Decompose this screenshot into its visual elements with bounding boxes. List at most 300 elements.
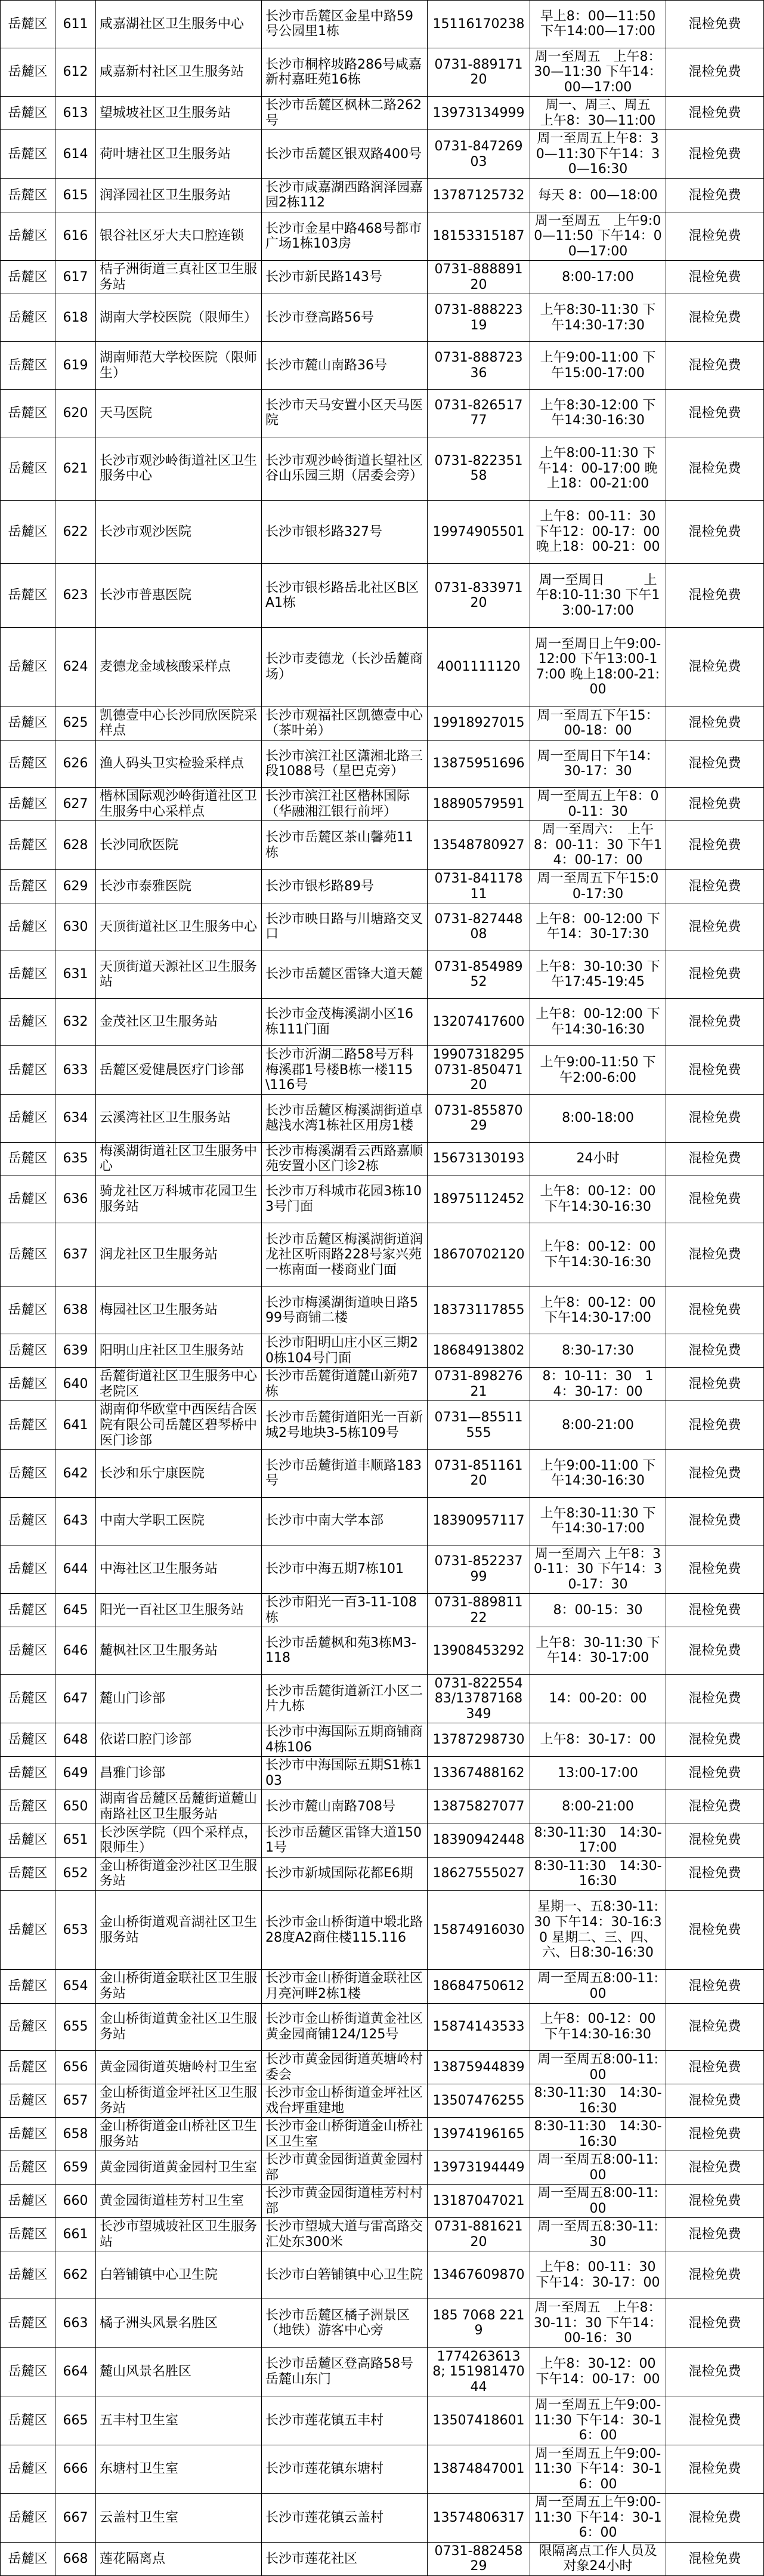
district-cell: 岳麓区 (1, 1970, 55, 2003)
table-row (1, 821, 764, 870)
district-cell: 岳麓区 (1, 998, 55, 1046)
site-name-cell: 天马医院 (96, 389, 262, 437)
address-cell: 长沙市岳麓区登高路58号岳麓山东门 (262, 2347, 428, 2396)
phone-cell: 0731-85223799 (428, 1545, 530, 1594)
table-row (1, 903, 764, 951)
table-row (1, 2299, 764, 2348)
district-cell: 岳麓区 (1, 1094, 55, 1142)
address-cell: 长沙市新城国际花都E6期 (262, 1857, 428, 1890)
site-name-cell: 湖南省岳麓区岳麓街道麓山南路社区卫生服务站 (96, 1790, 262, 1824)
fee-cell: 混检免费 (666, 1594, 764, 1627)
table-row (1, 1594, 764, 1627)
phone-cell: 0731-82651777 (428, 389, 530, 437)
site-name-cell: 湖南大学校医院（限师生） (96, 294, 262, 342)
district-cell: 岳麓区 (1, 294, 55, 342)
hours-cell: 周一至周五 上午8：30—11:30 下午14：00—17:00 (530, 48, 666, 97)
phone-cell: 13874847001 (428, 2445, 530, 2494)
site-name-cell: 中南大学职工医院 (96, 1497, 262, 1545)
hours-cell: 周一至周五上午9:00-11:30 下午14：30-16：00 (530, 2445, 666, 2494)
address-cell: 长沙市梅溪湖街道映日路599号商铺二楼 (262, 1287, 428, 1334)
district-cell: 岳麓区 (1, 740, 55, 788)
fee-cell: 混检免费 (666, 1401, 764, 1450)
fee-cell: 混检免费 (666, 2151, 764, 2185)
number-cell: 657 (55, 2084, 96, 2118)
site-name-cell: 金山桥街道金山桥社区卫生服务站 (96, 2118, 262, 2151)
phone-cell: 4001111120 (428, 627, 530, 707)
table-row (1, 178, 764, 212)
table-row (1, 1890, 764, 1970)
district-cell: 岳麓区 (1, 2494, 55, 2543)
address-cell: 长沙市观沙岭街道长望社区谷山乐园三期（居委会旁） (262, 437, 428, 500)
site-name-cell: 昌雅门诊部 (96, 1757, 262, 1790)
fee-cell: 混检免费 (666, 1757, 764, 1790)
district-cell: 岳麓区 (1, 564, 55, 627)
fee-cell: 混检免费 (666, 2084, 764, 2118)
site-name-cell: 梅园社区卫生服务站 (96, 1287, 262, 1334)
phone-cell: 18975112452 (428, 1176, 530, 1223)
number-cell: 653 (55, 1890, 96, 1970)
address-cell: 长沙市岳麓街道阳光一百新城2号地块3-5栋109号 (262, 1401, 428, 1450)
phone-cell: 15116170238 (428, 1, 530, 48)
phone-cell: 0731—85511555 (428, 1401, 530, 1450)
phone-cell: 18390957117 (428, 1497, 530, 1545)
table-row (1, 48, 764, 97)
hours-cell: 上午8：00-12：00 下午14:30-16:30 (530, 1176, 666, 1223)
hours-cell: 8:00-21:00 (530, 1401, 666, 1450)
address-cell: 长沙市映日路与川塘路交叉口 (262, 903, 428, 951)
fee-cell: 混检免费 (666, 1857, 764, 1890)
fee-cell: 混检免费 (666, 2494, 764, 2543)
number-cell: 613 (55, 97, 96, 130)
table-row (1, 1723, 764, 1757)
phone-cell: 0731-84117811 (428, 869, 530, 903)
district-cell: 岳麓区 (1, 2542, 55, 2575)
hours-cell: 8:30-11:30 14:30-16:30 (530, 1857, 666, 1890)
address-cell: 长沙市麓山南路36号 (262, 342, 428, 390)
address-cell: 长沙市金茂梅溪湖小区16栋111门面 (262, 998, 428, 1046)
number-cell: 643 (55, 1497, 96, 1545)
fee-cell: 混检免费 (666, 1046, 764, 1095)
fee-cell: 混检免费 (666, 1545, 764, 1594)
phone-cell: 17742636138; 15198147044 (428, 2347, 530, 2396)
table-row (1, 501, 764, 564)
fee-cell: 混检免费 (666, 1674, 764, 1723)
table-row (1, 1757, 764, 1790)
phone-cell: 0731-82235158 (428, 437, 530, 500)
hours-cell: 上午8：00-11：30 下午12：00-17：00 晚上18：00-21：00 (530, 501, 666, 564)
site-name-cell: 麓枫社区卫生服务站 (96, 1627, 262, 1675)
hours-cell: 周一至周五 上午9:00—11:50 下午14：00—17:00 (530, 212, 666, 261)
fee-cell: 混检免费 (666, 1723, 764, 1757)
hours-cell: 星期一、五8:30-11:30 下午14：30-16:30 星期二、三、四、六、日8:30-16:30 (530, 1890, 666, 1970)
phone-cell: 13467609870 (428, 2251, 530, 2299)
number-cell: 645 (55, 1594, 96, 1627)
number-cell: 651 (55, 1824, 96, 1857)
fee-cell: 混检免费 (666, 903, 764, 951)
address-cell: 长沙市登高路56号 (262, 294, 428, 342)
table-row (1, 951, 764, 998)
address-cell: 长沙市岳麓区金星中路59号公园里1栋 (262, 1, 428, 48)
fee-cell: 混检免费 (666, 1890, 764, 1970)
site-name-cell: 长沙同欣医院 (96, 821, 262, 870)
fee-cell: 混检免费 (666, 869, 764, 903)
site-name-cell: 桔子洲街道三真社区卫生服务站 (96, 261, 262, 294)
table-row (1, 2542, 764, 2575)
district-cell: 岳麓区 (1, 1497, 55, 1545)
district-cell: 岳麓区 (1, 1627, 55, 1675)
number-cell: 646 (55, 1627, 96, 1675)
address-cell: 长沙市金星中路468号都市广场1栋103房 (262, 212, 428, 261)
number-cell: 637 (55, 1223, 96, 1287)
phone-cell: 0731-88981122 (428, 1594, 530, 1627)
district-cell: 岳麓区 (1, 1368, 55, 1401)
address-cell: 长沙市银杉路岳北社区B区A1栋 (262, 564, 428, 627)
phone-cell: 18390942448 (428, 1824, 530, 1857)
number-cell: 621 (55, 437, 96, 500)
phone-cell: 13507418601 (428, 2396, 530, 2445)
table-row (1, 1287, 764, 1334)
site-name-cell: 长沙市望城坡社区卫生服务站 (96, 2218, 262, 2251)
table-row (1, 1450, 764, 1498)
site-name-cell: 凯德壹中心长沙同欣医院采样点 (96, 707, 262, 740)
site-name-cell: 云盖村卫生室 (96, 2494, 262, 2543)
site-name-cell: 金山桥街道金沙社区卫生服务站 (96, 1857, 262, 1890)
hours-cell: 周一至周五8:30-11:30 (530, 2218, 666, 2251)
hours-cell: 周一至周五 上午8：30-11：30 下午14：00-16：30 (530, 2299, 666, 2348)
address-cell: 长沙市观福社区凯德壹中心（茶叶弟） (262, 707, 428, 740)
table-row (1, 389, 764, 437)
district-cell: 岳麓区 (1, 1674, 55, 1723)
phone-cell: 15874916030 (428, 1890, 530, 1970)
site-name-cell: 长沙医学院（四个采样点，限师生） (96, 1824, 262, 1857)
site-name-cell: 银谷社区牙大夫口腔连锁 (96, 212, 262, 261)
site-name-cell: 阳明山庄社区卫生服务站 (96, 1334, 262, 1368)
hours-cell: 周一至周五上午9:00-11:30 下午14：30-16：00 (530, 2396, 666, 2445)
hours-cell: 上午8：00-11：30 下午14：30-17：00 (530, 2251, 666, 2299)
district-cell: 岳麓区 (1, 2218, 55, 2251)
phone-cell: 0731-84726903 (428, 130, 530, 179)
address-cell: 长沙市岳麓街道新江小区二片九栋 (262, 1674, 428, 1723)
district-cell: 岳麓区 (1, 2151, 55, 2185)
fee-cell: 混检免费 (666, 740, 764, 788)
hours-cell: 周一至周五上午8：30—11:30下午14：30—16:30 (530, 130, 666, 179)
district-cell: 岳麓区 (1, 1594, 55, 1627)
number-cell: 660 (55, 2185, 96, 2218)
phone-cell: 0731-88889120 (428, 261, 530, 294)
hours-cell: 14：00-20：00 (530, 1674, 666, 1723)
table-row (1, 1223, 764, 1287)
address-cell: 长沙市莲花社区 (262, 2542, 428, 2575)
phone-cell: 0731-82744808 (428, 903, 530, 951)
table-row (1, 2185, 764, 2218)
district-cell: 岳麓区 (1, 2299, 55, 2348)
site-name-cell: 金山桥街道金坪社区卫生服务站 (96, 2084, 262, 2118)
fee-cell: 混检免费 (666, 97, 764, 130)
hours-cell: 13:00-17:00 (530, 1757, 666, 1790)
fee-cell: 混检免费 (666, 342, 764, 390)
fee-cell: 混检免费 (666, 1142, 764, 1176)
fee-cell: 混检免费 (666, 2218, 764, 2251)
phone-cell: 185 7068 2219 (428, 2299, 530, 2348)
site-name-cell: 金茂社区卫生服务站 (96, 998, 262, 1046)
hours-cell: 上午9:00-11:00 下午14:30-16:30 (530, 1450, 666, 1498)
district-cell: 岳麓区 (1, 501, 55, 564)
fee-cell: 混检免费 (666, 1450, 764, 1498)
site-name-cell: 岳麓街道社区卫生服务中心老院区 (96, 1368, 262, 1401)
address-cell: 长沙市莲花镇东塘村 (262, 2445, 428, 2494)
number-cell: 666 (55, 2445, 96, 2494)
district-cell: 岳麓区 (1, 2347, 55, 2396)
table-row (1, 1497, 764, 1545)
fee-cell: 混检免费 (666, 1176, 764, 1223)
site-name-cell: 莲花隔离点 (96, 2542, 262, 2575)
table-row (1, 1674, 764, 1723)
hours-cell: 周一至周五8:00-11:00 (530, 2051, 666, 2084)
number-cell: 649 (55, 1757, 96, 1790)
address-cell: 长沙市沂湖二路58号万科梅溪郡1号楼B栋一楼115\116号 (262, 1046, 428, 1095)
site-name-cell: 麓山门诊部 (96, 1674, 262, 1723)
hours-cell: 上午8:00-11:30 下午14：00-17:00 晚上18：00-21:00 (530, 437, 666, 500)
site-name-cell: 湖南师范大学校医院（限师生） (96, 342, 262, 390)
address-cell: 长沙市新民路143号 (262, 261, 428, 294)
address-cell: 长沙市咸嘉湖西路润泽园嘉园2栋112 (262, 178, 428, 212)
district-cell: 岳麓区 (1, 869, 55, 903)
phone-cell: 0731-83397120 (428, 564, 530, 627)
district-cell: 岳麓区 (1, 1176, 55, 1223)
number-cell: 620 (55, 389, 96, 437)
phone-cell: 0731-89827621 (428, 1368, 530, 1401)
address-cell: 长沙市黄金园街道英塘岭村委会 (262, 2051, 428, 2084)
number-cell: 617 (55, 261, 96, 294)
phone-cell: 13973194449 (428, 2151, 530, 2185)
number-cell: 641 (55, 1401, 96, 1450)
phone-cell: 13787298730 (428, 1723, 530, 1757)
fee-cell: 混检免费 (666, 48, 764, 97)
district-cell: 岳麓区 (1, 1401, 55, 1450)
number-cell: 650 (55, 1790, 96, 1824)
site-name-cell: 黄金园街道桂芳村卫生室 (96, 2185, 262, 2218)
site-name-cell: 黄金园街道英塘岭村卫生室 (96, 2051, 262, 2084)
fee-cell: 混检免费 (666, 821, 764, 870)
address-cell: 长沙市万科城市花园3栋103号门面 (262, 1176, 428, 1223)
number-cell: 635 (55, 1142, 96, 1176)
site-name-cell: 长沙市观沙医院 (96, 501, 262, 564)
hours-cell: 上午9:00-11:00 下午15:00-17:00 (530, 342, 666, 390)
phone-cell: 0731-88917120 (428, 48, 530, 97)
hours-cell: 8:30-11:30 14:30-17:00 (530, 1824, 666, 1857)
table-row (1, 788, 764, 821)
site-name-cell: 白箬铺镇中心卫生院 (96, 2251, 262, 2299)
site-name-cell: 咸嘉新村社区卫生服务站 (96, 48, 262, 97)
phone-cell: 15673130193 (428, 1142, 530, 1176)
district-cell: 岳麓区 (1, 2396, 55, 2445)
fee-cell: 混检免费 (666, 1824, 764, 1857)
fee-cell: 混检免费 (666, 998, 764, 1046)
site-name-cell: 橘子洲头风景名胜区 (96, 2299, 262, 2348)
address-cell: 长沙市中南大学本部 (262, 1497, 428, 1545)
address-cell: 长沙市黄金园街道桂芳村村部 (262, 2185, 428, 2218)
fee-cell: 混检免费 (666, 294, 764, 342)
table-row (1, 2445, 764, 2494)
hours-cell: 周一至周日 上午8:10-11:30 下午13:00-17:00 (530, 564, 666, 627)
phone-cell: 13548780927 (428, 821, 530, 870)
address-cell: 长沙市金山桥街道黄金社区黄金园商铺124/125号 (262, 2003, 428, 2051)
phone-cell: 13973134999 (428, 97, 530, 130)
address-cell: 长沙市天马安置小区天马医院 (262, 389, 428, 437)
address-cell: 长沙市金山桥街道金联社区月亮河畔2栋1楼 (262, 1970, 428, 2003)
site-name-cell: 润泽园社区卫生服务站 (96, 178, 262, 212)
table-row (1, 261, 764, 294)
hours-cell: 周一至周五8:00-11:00 (530, 2185, 666, 2218)
district-cell: 岳麓区 (1, 212, 55, 261)
fee-cell: 混检免费 (666, 2185, 764, 2218)
number-cell: 619 (55, 342, 96, 390)
site-name-cell: 依诺口腔门诊部 (96, 1723, 262, 1757)
site-name-cell: 望城坡社区卫生服务站 (96, 97, 262, 130)
address-cell: 长沙市滨江社区潇湘北路三段1088号（星巴克旁） (262, 740, 428, 788)
address-cell: 长沙市中海国际五期S1栋103 (262, 1757, 428, 1790)
district-cell: 岳麓区 (1, 1142, 55, 1176)
fee-cell: 混检免费 (666, 2251, 764, 2299)
table-row (1, 2118, 764, 2151)
site-name-cell: 中海社区卫生服务站 (96, 1545, 262, 1594)
table-row (1, 564, 764, 627)
district-cell: 岳麓区 (1, 821, 55, 870)
number-cell: 627 (55, 788, 96, 821)
phone-cell: 0731-88245829 (428, 2542, 530, 2575)
site-name-cell: 阳光一百社区卫生服务站 (96, 1594, 262, 1627)
fee-cell: 混检免费 (666, 1790, 764, 1824)
number-cell: 616 (55, 212, 96, 261)
hours-cell: 上午8：30-12：00 下午14：00-17：00 (530, 2347, 666, 2396)
address-cell: 长沙市岳麓区枫林二路262号 (262, 97, 428, 130)
address-cell: 长沙市黄金园街道黄金园村部 (262, 2151, 428, 2185)
hours-cell: 8:30-11:30 14:30-16:30 (530, 2118, 666, 2151)
hours-cell: 周一至周五8:00-11:00 (530, 2151, 666, 2185)
district-cell: 岳麓区 (1, 1757, 55, 1790)
table-row (1, 2003, 764, 2051)
site-name-cell: 天顶街道天源社区卫生服务站 (96, 951, 262, 998)
hours-cell: 24小时 (530, 1142, 666, 1176)
number-cell: 665 (55, 2396, 96, 2445)
table-row (1, 2494, 764, 2543)
fee-cell: 混检免费 (666, 1368, 764, 1401)
site-name-cell: 长沙市泰雅医院 (96, 869, 262, 903)
site-name-cell: 长沙市观沙岭街道社区卫生服务中心 (96, 437, 262, 500)
fee-cell: 混检免费 (666, 1223, 764, 1287)
phone-cell: 13908453292 (428, 1627, 530, 1675)
fee-cell: 混检免费 (666, 501, 764, 564)
fee-cell: 混检免费 (666, 212, 764, 261)
hours-cell: 周一至周五上午8：00-11：30 (530, 788, 666, 821)
fee-cell: 混检免费 (666, 389, 764, 437)
address-cell: 长沙市岳麓区梅溪湖街道卓越浅水湾1栋社区用房1楼 (262, 1094, 428, 1142)
fee-cell: 混检免费 (666, 1970, 764, 2003)
district-cell: 岳麓区 (1, 627, 55, 707)
hours-cell: 周一至周日下午14：30-17：30 (530, 740, 666, 788)
hours-cell: 8:00-18:00 (530, 1094, 666, 1142)
site-name-cell: 五丰村卫生室 (96, 2396, 262, 2445)
address-cell: 长沙市莲花镇五丰村 (262, 2396, 428, 2445)
district-cell: 岳麓区 (1, 342, 55, 390)
phone-cell: 18890579591 (428, 788, 530, 821)
number-cell: 615 (55, 178, 96, 212)
table-row (1, 130, 764, 179)
hours-cell: 上午8：30-17：00 (530, 1723, 666, 1757)
address-cell: 长沙市岳麓区梅溪湖街道润龙社区听雨路228号家兴苑一栋南面一楼商业门面 (262, 1223, 428, 1287)
address-cell: 长沙市桐梓坡路286号咸嘉新村嘉旺苑16栋 (262, 48, 428, 97)
table-row (1, 2396, 764, 2445)
table-row (1, 342, 764, 390)
district-cell: 岳麓区 (1, 788, 55, 821)
address-cell: 长沙市岳麓枫和苑3栋M3-118 (262, 1627, 428, 1675)
number-cell: 628 (55, 821, 96, 870)
district-cell: 岳麓区 (1, 178, 55, 212)
address-cell: 长沙市岳麓区雷锋大道1501号 (262, 1824, 428, 1857)
hours-cell: 上午9:00-11:50 下午2:00-6:00 (530, 1046, 666, 1095)
district-cell: 岳麓区 (1, 2185, 55, 2218)
district-cell: 岳麓区 (1, 261, 55, 294)
hours-cell: 周一至周五下午15:00-17:30 (530, 869, 666, 903)
district-cell: 岳麓区 (1, 1287, 55, 1334)
district-cell: 岳麓区 (1, 1857, 55, 1890)
table-row (1, 1790, 764, 1824)
phone-cell: 0731-85587029 (428, 1094, 530, 1142)
table-row (1, 869, 764, 903)
site-name-cell: 麓山风景名胜区 (96, 2347, 262, 2396)
number-cell: 654 (55, 1970, 96, 2003)
hours-cell: 8:00-21:00 (530, 1790, 666, 1824)
fee-cell: 混检免费 (666, 1287, 764, 1334)
phone-cell: 13875827077 (428, 1790, 530, 1824)
table-row (1, 740, 764, 788)
phone-cell: 18153315187 (428, 212, 530, 261)
phone-cell: 0731-85116120 (428, 1450, 530, 1498)
fee-cell: 混检免费 (666, 2445, 764, 2494)
site-name-cell: 咸嘉湖社区卫生服务中心 (96, 1, 262, 48)
site-name-cell: 湖南仰华欧堂中西医结合医院有限公司岳麓区碧琴桥中医门诊部 (96, 1401, 262, 1450)
address-cell: 长沙市白箬铺镇中心卫生院 (262, 2251, 428, 2299)
fee-cell: 混检免费 (666, 707, 764, 740)
number-cell: 647 (55, 1674, 96, 1723)
district-cell: 岳麓区 (1, 1545, 55, 1594)
district-cell: 岳麓区 (1, 1890, 55, 1970)
number-cell: 658 (55, 2118, 96, 2151)
number-cell: 662 (55, 2251, 96, 2299)
phone-cell: 0731-82255483/13787168349 (428, 1674, 530, 1723)
phone-cell: 19918927015 (428, 707, 530, 740)
phone-cell: 19974905501 (428, 501, 530, 564)
district-cell: 岳麓区 (1, 1334, 55, 1368)
number-cell: 629 (55, 869, 96, 903)
number-cell: 625 (55, 707, 96, 740)
number-cell: 638 (55, 1287, 96, 1334)
address-cell: 长沙市岳麓街道麓山新苑7栋 (262, 1368, 428, 1401)
number-cell: 614 (55, 130, 96, 179)
number-cell: 644 (55, 1545, 96, 1594)
number-cell: 630 (55, 903, 96, 951)
hours-cell: 每天 8：00—18:00 (530, 178, 666, 212)
hours-cell: 8:30-11:30 14:30-16:30 (530, 2084, 666, 2118)
number-cell: 659 (55, 2151, 96, 2185)
table-row (1, 1094, 764, 1142)
table-row (1, 1824, 764, 1857)
hours-cell: 上午8:30-12:00 下午14:30-16:30 (530, 389, 666, 437)
fee-cell: 混检免费 (666, 1, 764, 48)
fee-cell: 混检免费 (666, 2003, 764, 2051)
address-cell: 长沙市滨江社区楷林国际（华融湘江银行前坪） (262, 788, 428, 821)
address-cell: 长沙市金山桥街道金山桥社区卫生室 (262, 2118, 428, 2151)
